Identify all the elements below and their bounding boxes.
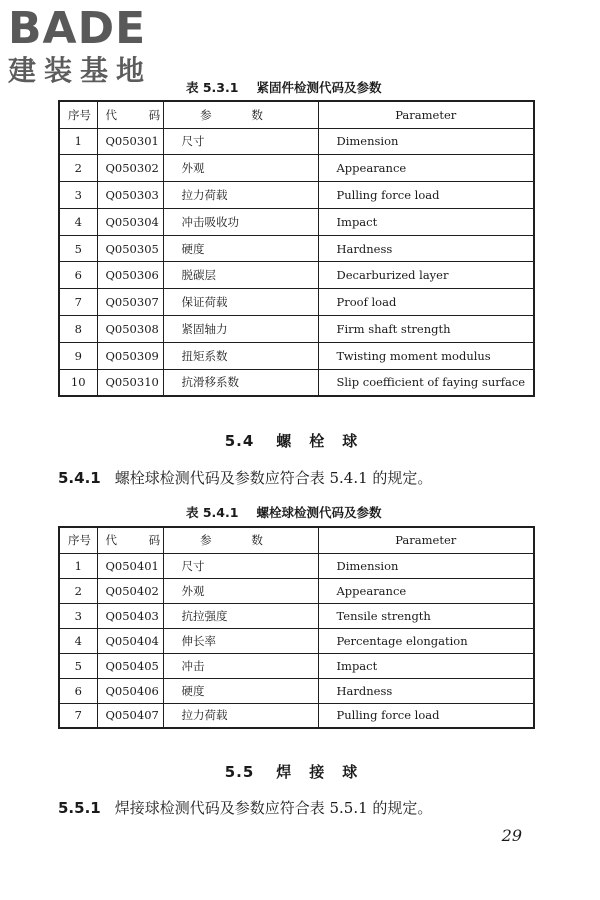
cell-index: 7: [59, 703, 97, 728]
cell-index: 3: [59, 182, 97, 209]
cell-code: Q050308: [97, 316, 163, 343]
cell-code: Q050401: [97, 553, 163, 578]
cell-parameter-zh: 尺寸: [163, 128, 318, 155]
cell-parameter-zh: 保证荷载: [163, 289, 318, 316]
cell-parameter-en: Hardness: [318, 235, 534, 262]
table-row: [59, 182, 534, 209]
cell-parameter-zh: 外观: [163, 155, 318, 182]
header-parameter-en: Parameter: [318, 527, 534, 553]
cell-index: 5: [59, 235, 97, 262]
section-5-4-heading: [0, 430, 600, 451]
cell-parameter-en: Firm shaft strength: [318, 316, 534, 343]
cell-code: Q050305: [97, 235, 163, 262]
logo-brand: BADE: [8, 3, 147, 54]
cell-parameter-zh: 冲击吸收功: [163, 208, 318, 235]
cell-code: Q050404: [97, 628, 163, 653]
cell-parameter-en: Percentage elongation: [318, 628, 534, 653]
cell-index: 1: [59, 128, 97, 155]
table-row: [59, 703, 534, 728]
cell-parameter-en: Dimension: [318, 553, 534, 578]
section-title: 焊接球: [276, 763, 376, 781]
cell-index: 3: [59, 603, 97, 628]
cell-parameter-zh: 拉力荷载: [163, 703, 318, 728]
logo-subtitle: 建装基地: [8, 54, 153, 87]
table-5-4-1: [58, 526, 535, 729]
table-5-3-1-caption: [186, 78, 381, 96]
cell-code: Q050304: [97, 208, 163, 235]
cell-parameter-zh: 伸长率: [163, 628, 318, 653]
cell-code: Q050402: [97, 578, 163, 603]
cell-parameter-zh: 抗滑移系数: [163, 369, 318, 396]
cell-parameter-zh: 尺寸: [163, 553, 318, 578]
cell-parameter-en: Impact: [318, 653, 534, 678]
cell-parameter-zh: 脱碳层: [163, 262, 318, 289]
header-parameter-en: Parameter: [318, 101, 534, 128]
cell-parameter-zh: 抗拉强度: [163, 603, 318, 628]
cell-index: 10: [59, 369, 97, 396]
header-parameter-zh: 参 数: [163, 527, 318, 553]
cell-parameter-zh: 紧固轴力: [163, 316, 318, 343]
table-row: [59, 155, 534, 182]
clause-text: 焊接球检测代码及参数应符合表 5.5.1 的规定。: [114, 799, 433, 817]
table-row: [59, 553, 534, 578]
table-title: 紧固件检测代码及参数: [256, 80, 382, 95]
table-number: 表 5.3.1: [186, 80, 239, 95]
cell-parameter-en: Hardness: [318, 678, 534, 703]
table-row: [59, 578, 534, 603]
header-code: 代 码: [97, 527, 163, 553]
cell-code: Q050407: [97, 703, 163, 728]
cell-index: 2: [59, 155, 97, 182]
table-row: [59, 128, 534, 155]
table-row: [59, 289, 534, 316]
cell-parameter-en: Impact: [318, 208, 534, 235]
cell-code: Q050303: [97, 182, 163, 209]
cell-parameter-zh: 硬度: [163, 235, 318, 262]
table-row: [59, 262, 534, 289]
table-5-3-1: [58, 100, 535, 397]
cell-parameter-en: Pulling force load: [318, 703, 534, 728]
cell-index: 9: [59, 342, 97, 369]
clause-number: 5.4.1: [58, 469, 101, 487]
header-index: 序号: [59, 101, 97, 128]
cell-code: Q050309: [97, 342, 163, 369]
table-row: [59, 678, 534, 703]
cell-index: 8: [59, 316, 97, 343]
header-parameter-zh: 参 数: [163, 101, 318, 128]
cell-code: Q050302: [97, 155, 163, 182]
cell-index: 4: [59, 208, 97, 235]
table-header-row: [59, 527, 534, 553]
header-index: 序号: [59, 527, 97, 553]
cell-parameter-en: Tensile strength: [318, 603, 534, 628]
table-row: [59, 316, 534, 343]
table-row: [59, 342, 534, 369]
cell-parameter-en: Twisting moment modulus: [318, 342, 534, 369]
cell-parameter-zh: 硬度: [163, 678, 318, 703]
table-row: [59, 235, 534, 262]
cell-index: 2: [59, 578, 97, 603]
cell-parameter-zh: 拉力荷载: [163, 182, 318, 209]
cell-index: 5: [59, 653, 97, 678]
clause-5-5-1: [58, 797, 432, 818]
table-row: [59, 208, 534, 235]
cell-parameter-zh: 冲击: [163, 653, 318, 678]
page-number: 29: [501, 826, 522, 845]
section-number: 5.4: [224, 432, 255, 450]
cell-parameter-en: Decarburized layer: [318, 262, 534, 289]
cell-code: Q050301: [97, 128, 163, 155]
cell-index: 7: [59, 289, 97, 316]
clause-text: 螺栓球检测代码及参数应符合表 5.4.1 的规定。: [114, 469, 433, 487]
cell-code: Q050403: [97, 603, 163, 628]
cell-index: 6: [59, 262, 97, 289]
cell-parameter-zh: 外观: [163, 578, 318, 603]
section-5-5-heading: [0, 761, 600, 782]
table-5-4-1-caption: [186, 503, 381, 521]
cell-parameter-zh: 扭矩系数: [163, 342, 318, 369]
cell-parameter-en: Appearance: [318, 578, 534, 603]
table-row: [59, 369, 534, 396]
cell-code: Q050306: [97, 262, 163, 289]
cell-parameter-en: Proof load: [318, 289, 534, 316]
table-header-row: [59, 101, 534, 128]
cell-index: 4: [59, 628, 97, 653]
table-number: 表 5.4.1: [186, 505, 239, 520]
cell-code: Q050406: [97, 678, 163, 703]
table-row: [59, 653, 534, 678]
cell-code: Q050405: [97, 653, 163, 678]
table-title: 螺栓球检测代码及参数: [256, 505, 382, 520]
cell-parameter-en: Appearance: [318, 155, 534, 182]
cell-parameter-en: Dimension: [318, 128, 534, 155]
cell-code: Q050310: [97, 369, 163, 396]
table-row: [59, 603, 534, 628]
cell-parameter-en: Pulling force load: [318, 182, 534, 209]
section-number: 5.5: [224, 763, 255, 781]
clause-5-4-1: [58, 467, 432, 488]
table-row: [59, 628, 534, 653]
cell-parameter-en: Slip coefficient of faying surface: [318, 369, 534, 396]
cell-index: 6: [59, 678, 97, 703]
cell-code: Q050307: [97, 289, 163, 316]
logo: [8, 3, 153, 88]
header-code: 代 码: [97, 101, 163, 128]
clause-number: 5.5.1: [58, 799, 101, 817]
cell-index: 1: [59, 553, 97, 578]
section-title: 螺栓球: [276, 432, 376, 450]
